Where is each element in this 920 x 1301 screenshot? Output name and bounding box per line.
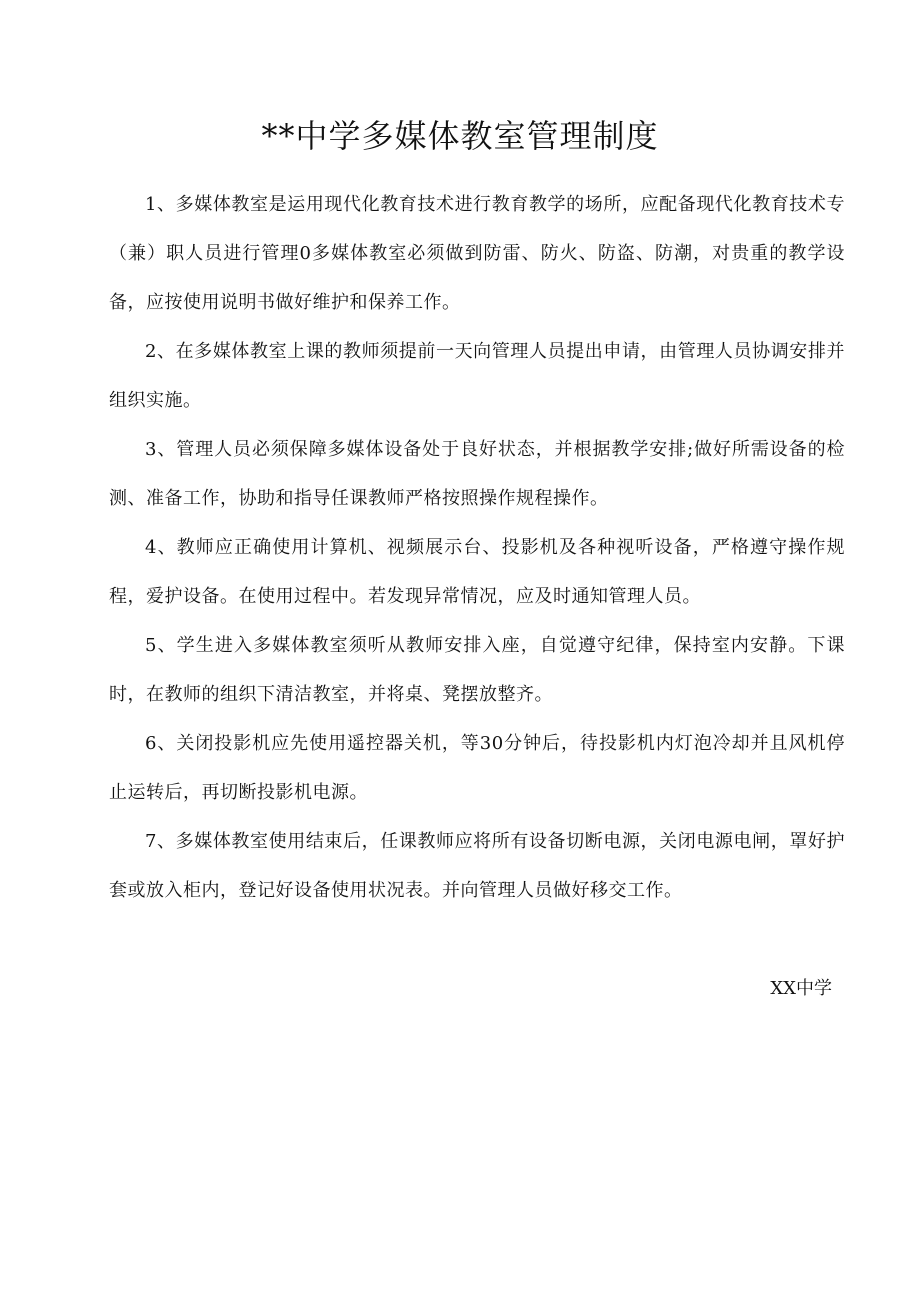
clause-6: 6、关闭投影机应先使用遥控器关机，等30分钟后，待投影机内灯泡冷却并且风机停止运转后，再切断投影机电源。 — [109, 733, 845, 803]
document-title: **中学多媒体教室管理制度 — [261, 117, 659, 155]
clause-2: 2、在多媒体教室上课的教师须提前一天向管理人员提出申请，由管理人员协调安排并组织实施。 — [109, 341, 845, 411]
document-body — [109, 180, 845, 915]
clause-1: 1、多媒体教室是运用现代化教育技术进行教育教学的场所，应配备现代化教育技术专（兼）职人员进行管理0多媒体教室必须做到防雷、防火、防盗、防潮，对贵重的教学设备，应按使用说明书做好维护和保养工作。 — [109, 194, 845, 313]
clause-7: 7、多媒体教室使用结束后，任课教师应将所有设备切断电源，关闭电源电闸，罩好护套或放入柜内，登记好设备使用状况表。并向管理人员做好移交工作。 — [109, 831, 845, 901]
signature: XX中学 — [770, 978, 832, 999]
clause-4: 4、教师应正确使用计算机、视频展示台、投影机及各种视听设备，严格遵守操作规程，爱护设备。在使用过程中。若发现异常情况，应及时通知管理人员。 — [109, 537, 845, 607]
clause-3: 3、管理人员必须保障多媒体设备处于良好状态，并根据教学安排;做好所需设备的检测、准备工作，协助和指导任课教师严格按照操作规程操作。 — [109, 439, 845, 509]
clause-5: 5、学生进入多媒体教室须听从教师安排入座，自觉遵守纪律，保持室内安静。下课时，在教师的组织下清洁教室，并将桌、凳摆放整齐。 — [109, 635, 845, 705]
